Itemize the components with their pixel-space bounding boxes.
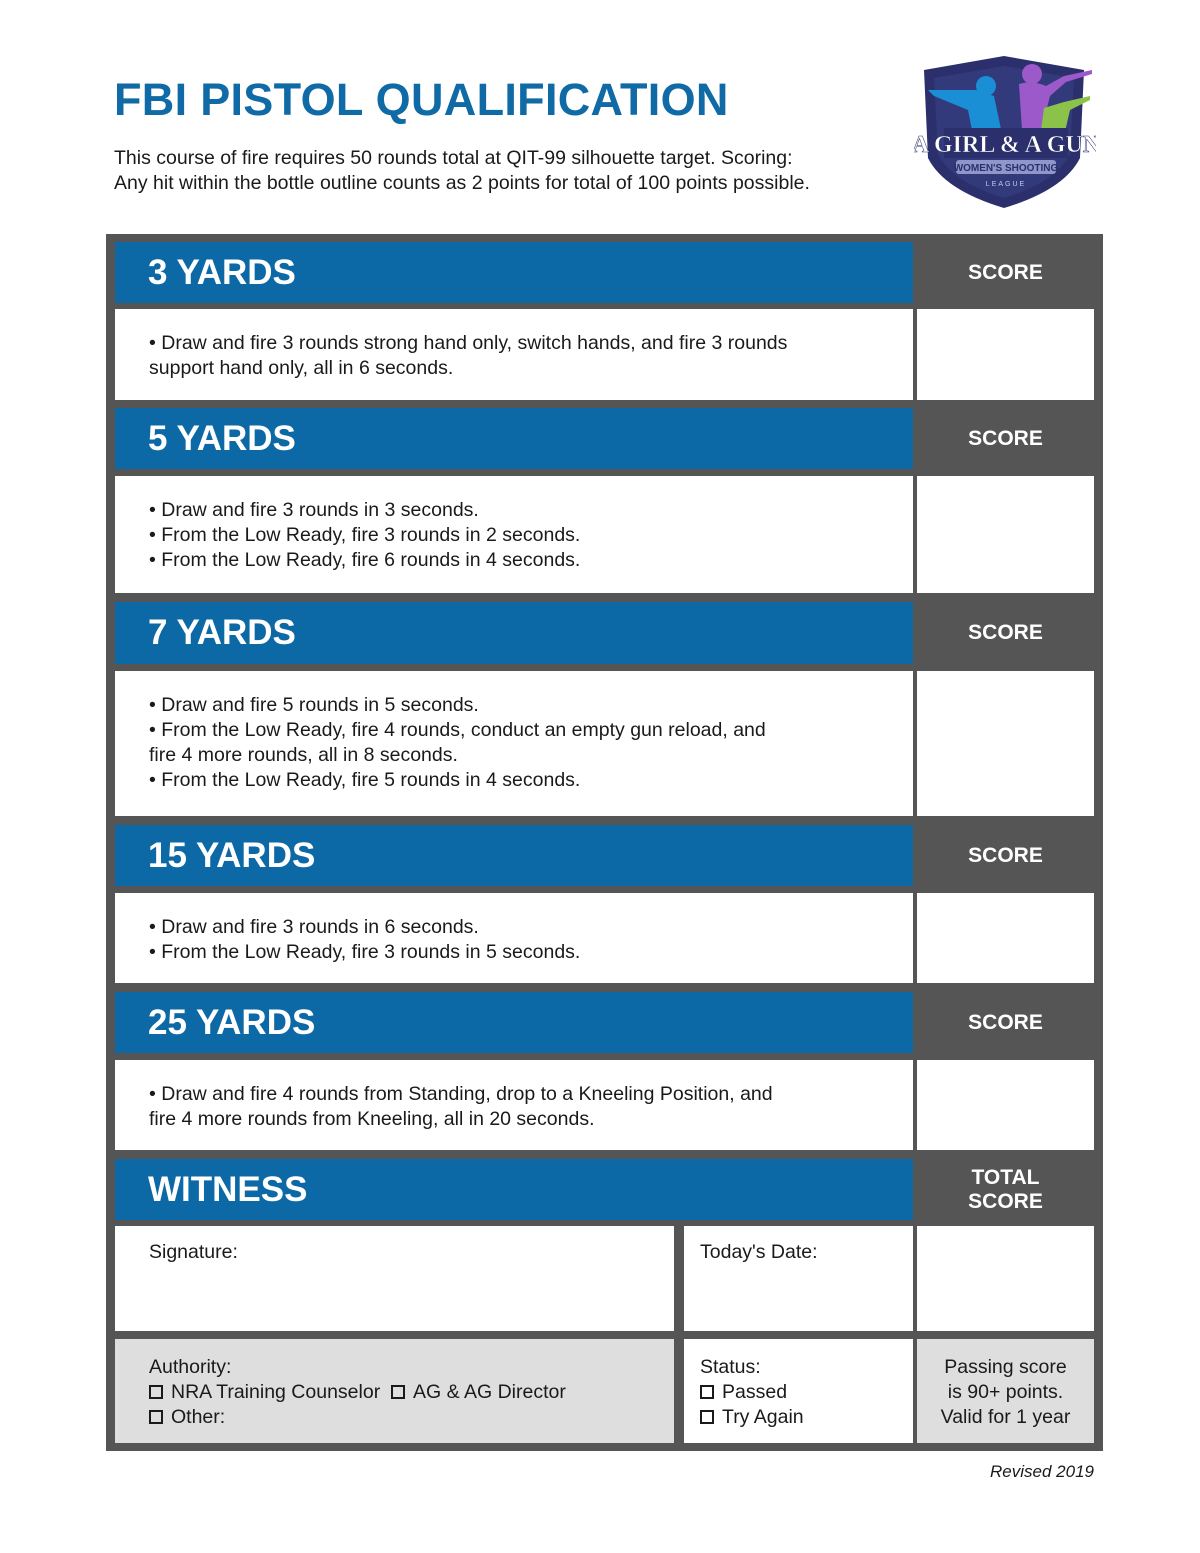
section-heading-5-yards: 5 YARDS [115, 408, 913, 469]
total-score-label-line: TOTAL [971, 1165, 1040, 1189]
instruction-line: • Draw and fire 3 rounds strong hand only, switch hands, and fire 3 rounds [149, 332, 788, 354]
section-heading-15-yards: 15 YARDS [115, 825, 913, 886]
status-section [684, 1339, 913, 1443]
revised-date: Revised 2019 [990, 1462, 1094, 1481]
checkbox-other[interactable] [149, 1410, 163, 1424]
instruction-line: • From the Low Ready, fire 3 rounds in 2 seconds. [149, 524, 581, 546]
instruction-line: • From the Low Ready, fire 5 rounds in 4 seconds. [149, 769, 581, 791]
intro-line: Any hit within the bottle outline counts as 2 points for total of 100 points possible. [114, 172, 810, 194]
checkbox-nra-training-counselor[interactable] [149, 1385, 163, 1399]
qualification-form [106, 234, 1103, 1451]
score-label: SCORE [917, 602, 1094, 664]
instruction-line: • From the Low Ready, fire 6 rounds in 4 seconds. [149, 549, 581, 571]
status-option-try-again: Try Again [722, 1406, 804, 1428]
instruction-line: • From the Low Ready, fire 4 rounds, conduct an empty gun reload, and [149, 719, 766, 741]
section-heading-witness: WITNESS [115, 1159, 913, 1220]
date-label: Today's Date: [700, 1241, 818, 1263]
instruction-line: • Draw and fire 5 rounds in 5 seconds. [149, 694, 479, 716]
instruction-line: support hand only, all in 6 seconds. [149, 357, 454, 379]
score-label: SCORE [917, 992, 1094, 1053]
section-heading-3-yards: 3 YARDS [115, 242, 913, 303]
section-instructions-5-yards [115, 476, 913, 593]
section-instructions-15-yards [115, 893, 913, 983]
authority-section [115, 1339, 674, 1443]
passing-note-line: Passing score [944, 1356, 1067, 1378]
passing-note-line: is 90+ points. [947, 1381, 1064, 1403]
score-label: SCORE [917, 825, 1094, 886]
checkbox-ag-director[interactable] [391, 1385, 405, 1399]
instruction-line: • Draw and fire 3 rounds in 3 seconds. [149, 499, 479, 521]
status-label: Status: [700, 1356, 761, 1378]
passing-score-note [917, 1339, 1094, 1443]
section-instructions-25-yards [115, 1060, 913, 1150]
authority-option-nra: NRA Training Counselor [171, 1381, 381, 1403]
checkbox-passed[interactable] [700, 1385, 714, 1399]
total-score-input[interactable] [917, 1226, 1094, 1331]
instruction-line: fire 4 more rounds from Kneeling, all in 20 seconds. [149, 1108, 595, 1130]
score-input-15-yards[interactable] [917, 893, 1094, 983]
score-input-7-yards[interactable] [917, 671, 1094, 816]
authority-option-ag: AG & AG Director [413, 1381, 566, 1403]
page-title: FBI PISTOL QUALIFICATION [114, 74, 729, 125]
score-label: SCORE [917, 242, 1094, 303]
section-instructions-7-yards [115, 671, 913, 816]
intro-text [114, 146, 914, 196]
section-heading-25-yards: 25 YARDS [115, 992, 913, 1053]
authority-label: Authority: [149, 1356, 232, 1378]
signature-field[interactable] [115, 1226, 674, 1331]
signature-label: Signature: [149, 1241, 238, 1263]
instruction-line: • Draw and fire 4 rounds from Standing, drop to a Kneeling Position, and [149, 1083, 773, 1105]
logo-text-main: A GIRL & A GUN [914, 132, 1096, 158]
logo-text-league: LEAGUE [985, 181, 1027, 188]
total-score-label [917, 1159, 1094, 1220]
logo-text-sub: WOMEN'S SHOOTING [953, 163, 1059, 174]
instruction-line: • From the Low Ready, fire 3 rounds in 5 seconds. [149, 941, 581, 963]
intro-line: This course of fire requires 50 rounds total at QIT-99 silhouette target. Scoring: [114, 147, 793, 169]
section-heading-7-yards: 7 YARDS [115, 602, 913, 664]
instruction-line: fire 4 more rounds, all in 8 seconds. [149, 744, 458, 766]
authority-option-other: Other: [171, 1406, 226, 1428]
score-label: SCORE [917, 408, 1094, 469]
score-input-5-yards[interactable] [917, 476, 1094, 593]
instruction-line: • Draw and fire 3 rounds in 6 seconds. [149, 916, 479, 938]
score-input-25-yards[interactable] [917, 1060, 1094, 1150]
date-field[interactable] [684, 1226, 913, 1331]
section-instructions-3-yards [115, 309, 913, 400]
score-input-3-yards[interactable] [917, 309, 1094, 400]
total-score-label-line: SCORE [968, 1189, 1043, 1213]
women-shooting-shield-logo [914, 50, 1096, 210]
checkbox-try-again[interactable] [700, 1410, 714, 1424]
status-option-passed: Passed [722, 1381, 788, 1403]
logo-graphic [914, 50, 1096, 210]
passing-note-line: Valid for 1 year [940, 1406, 1071, 1428]
